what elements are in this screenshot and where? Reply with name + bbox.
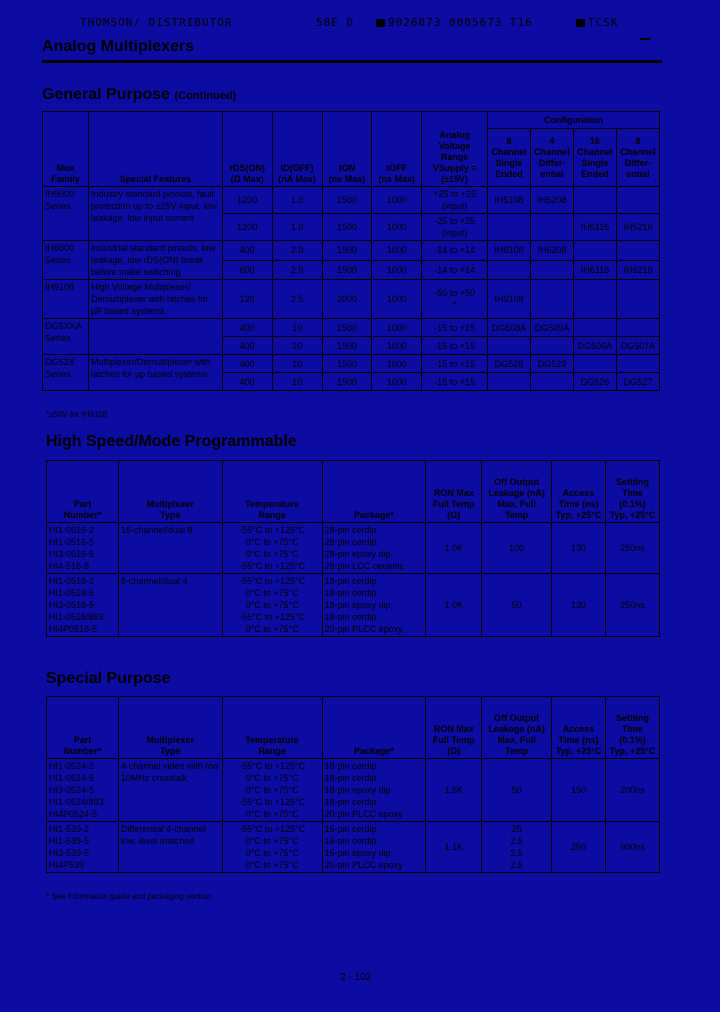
part-cell: HI1-0524-2 HI1-0524-5 HI3-0524-5 HI1-0524/883 HI4P0524-5 bbox=[47, 759, 119, 822]
vrange-cell: -15 to +15 bbox=[422, 373, 488, 391]
col-leakage: Off Output Leakage (nA) Max, Full Temp bbox=[482, 461, 552, 523]
part-cell: HI1-0518-2 HI1-0518-5 HI3-0518-5 HI1-0518/883 HI4P0518-5 bbox=[47, 574, 119, 637]
type-cell: Differential 4-channel low, level matched bbox=[118, 822, 222, 873]
ron-cell: 1.1K bbox=[426, 822, 482, 873]
col-part: Part Number* bbox=[47, 461, 119, 523]
col-settling: Settling Time (0.1%) Typ, +25°C bbox=[606, 461, 660, 523]
header-tag: TCSK bbox=[588, 16, 619, 29]
c1-cell bbox=[488, 337, 531, 355]
table-row bbox=[43, 355, 660, 373]
c3-cell: DG506A bbox=[573, 337, 616, 355]
c2-cell bbox=[530, 214, 573, 241]
features-cell: Industrial standard pinouts, low leakage, low rDS(ON) break before make switching bbox=[88, 241, 222, 280]
vrange-cell: -15 to +15 bbox=[422, 319, 488, 337]
vrange-cell: -25 to +25 (input) bbox=[422, 214, 488, 241]
id-cell: 2.0 bbox=[272, 260, 322, 280]
package-cell: 28-pin cerdip 28-pin cerdip 28-pin epoxy dip 28-pin LCC ceramic bbox=[322, 523, 426, 574]
ton-cell: 2000 bbox=[322, 280, 372, 319]
c4-cell bbox=[616, 241, 659, 261]
col-features: Special Features bbox=[88, 112, 222, 187]
vrange-cell: -14 to +14 bbox=[422, 260, 488, 280]
rds-cell: 400 bbox=[222, 241, 272, 261]
table-row bbox=[47, 759, 660, 822]
table-row bbox=[47, 523, 660, 574]
sp-footnote: * See Information guide and packaging section bbox=[46, 892, 212, 901]
family-cell: IH5000 Series bbox=[43, 187, 89, 241]
col-type: Multiplexer Type bbox=[118, 697, 222, 759]
c1-cell: DG528 bbox=[488, 355, 531, 373]
table-row bbox=[47, 574, 660, 637]
type-cell: 16-channel/dual 8 bbox=[118, 523, 222, 574]
high-speed-body bbox=[47, 523, 660, 637]
type-cell: 4-channel video with low 10MHz crosstalk bbox=[118, 759, 222, 822]
toff-cell: 1000 bbox=[372, 280, 422, 319]
rds-cell: 1200 bbox=[222, 187, 272, 214]
scan-header bbox=[80, 14, 720, 36]
c2-cell: IH5208 bbox=[530, 187, 573, 214]
c3-cell bbox=[573, 241, 616, 261]
toff-cell: 1000 bbox=[372, 260, 422, 280]
ron-cell: 1.5K bbox=[426, 759, 482, 822]
col-access: Access Time (ns) Typ, +25°C bbox=[552, 697, 606, 759]
general-purpose-body bbox=[43, 187, 660, 391]
c2-cell: DG529 bbox=[530, 355, 573, 373]
features-cell: Industry standard pinouts, fault protection up to ±25V input, low leakage, low input current bbox=[88, 187, 222, 241]
c4-cell bbox=[616, 355, 659, 373]
ron-cell: 1.0K bbox=[426, 523, 482, 574]
id-cell: 1.0 bbox=[272, 187, 322, 214]
temp-cell: -55°C to +125°C 0°C to +75°C 0°C to +75°C -55°C to +125°C 0°C to +75°C bbox=[222, 574, 322, 637]
c3-cell: IH5116 bbox=[573, 214, 616, 241]
family-cell: IH6000 Series bbox=[43, 241, 89, 280]
id-cell: 1.0 bbox=[272, 214, 322, 241]
c1-cell: IH6108 bbox=[488, 241, 531, 261]
c4-cell: IH5216 bbox=[616, 214, 659, 241]
c2-cell: DG509A bbox=[530, 319, 573, 337]
col-voltage-range: Analog Voltage Range VSupply = (±15V) bbox=[422, 112, 488, 187]
special-purpose-table bbox=[46, 696, 660, 873]
rds-cell: 600 bbox=[222, 260, 272, 280]
id-cell: 10 bbox=[272, 337, 322, 355]
section-special-purpose: Special Purpose bbox=[46, 670, 171, 687]
c2-cell bbox=[530, 373, 573, 391]
leakage-cell: 25 2.5 2.5 2.5 bbox=[482, 822, 552, 873]
vrange-cell: -15 to +15 bbox=[422, 355, 488, 373]
leakage-cell: 100 bbox=[482, 523, 552, 574]
rds-cell: 400 bbox=[222, 319, 272, 337]
family-cell: DG52X Series bbox=[43, 355, 89, 391]
id-cell: 10 bbox=[272, 373, 322, 391]
col-temp: Temperature Range bbox=[222, 461, 322, 523]
toff-cell: 1000 bbox=[372, 214, 422, 241]
header-dash bbox=[640, 38, 650, 40]
c2-cell: IH6208 bbox=[530, 241, 573, 261]
ton-cell: 1500 bbox=[322, 319, 372, 337]
leakage-cell: 50 bbox=[482, 759, 552, 822]
table-row bbox=[43, 280, 660, 319]
c4-cell bbox=[616, 319, 659, 337]
c3-cell: IH6116 bbox=[573, 260, 616, 280]
ton-cell: 1500 bbox=[322, 187, 372, 214]
c1-cell bbox=[488, 214, 531, 241]
c1-cell: DG508A bbox=[488, 319, 531, 337]
temp-cell: -55°C to +125°C 0°C to +75°C 0°C to +75°C -55°C to +125°C bbox=[222, 523, 322, 574]
c1-cell bbox=[488, 260, 531, 280]
col-type: Multiplexer Type bbox=[118, 461, 222, 523]
title-rule bbox=[42, 60, 662, 63]
gp-footnote: *±50V for IH9108 bbox=[46, 410, 108, 419]
table-row bbox=[47, 822, 660, 873]
vrange-cell: -15 to +15 bbox=[422, 337, 488, 355]
c2-cell bbox=[530, 280, 573, 319]
family-cell: IH9108 bbox=[43, 280, 89, 319]
rds-cell: 400 bbox=[222, 355, 272, 373]
col-16ch-single: 16 Channel Single Ended bbox=[573, 129, 616, 187]
part-cell: HI1-539-2 HI1-539-5 HI3-539-5 HI4P539 bbox=[47, 822, 119, 873]
high-speed-table bbox=[46, 460, 660, 637]
c1-cell: IH9108 bbox=[488, 280, 531, 319]
vrange-cell: -50 to +50 * bbox=[422, 280, 488, 319]
col-ton: tON (ns Max) bbox=[322, 112, 372, 187]
id-cell: 10 bbox=[272, 319, 322, 337]
col-package: Package* bbox=[322, 461, 426, 523]
c2-cell bbox=[530, 260, 573, 280]
ton-cell: 1500 bbox=[322, 260, 372, 280]
c1-cell bbox=[488, 373, 531, 391]
rds-cell: 120 bbox=[222, 280, 272, 319]
toff-cell: 1000 bbox=[372, 319, 422, 337]
header-barcode-number: 9026873 0005673 T16 bbox=[388, 16, 533, 29]
c3-cell: DG526 bbox=[573, 373, 616, 391]
col-configuration: Configuration bbox=[488, 112, 660, 129]
section-general-purpose bbox=[42, 86, 236, 104]
settling-cell: 900ns bbox=[606, 822, 660, 873]
ton-cell: 1500 bbox=[322, 373, 372, 391]
col-ron: RON Max Full Temp (Ω) bbox=[426, 461, 482, 523]
settling-cell: 250ns bbox=[606, 523, 660, 574]
package-cell: 18-pin cerdip 18-pin cerdip 18-pin epoxy dip 18-pin cerdip 20-pin PLCC epoxy bbox=[322, 759, 426, 822]
page-number: 2 - 102 bbox=[340, 972, 372, 983]
c3-cell bbox=[573, 319, 616, 337]
ton-cell: 1500 bbox=[322, 355, 372, 373]
c3-cell bbox=[573, 280, 616, 319]
id-cell: 2.0 bbox=[272, 241, 322, 261]
part-cell: HI1-0516-2 HI1-0516-5 HI3-0516-5 HI4-516-8 bbox=[47, 523, 119, 574]
features-cell: High Voltage Multiplexer/ Demultiplexer with latches for µP based systems bbox=[88, 280, 222, 319]
ton-cell: 1500 bbox=[322, 214, 372, 241]
features-cell: Multiplexer/Demultiplexer with latches for µp based systems bbox=[88, 355, 222, 391]
col-family: Mux Family bbox=[43, 112, 89, 187]
section-subtitle: (Continued) bbox=[174, 90, 237, 102]
c4-cell: DG527 bbox=[616, 373, 659, 391]
type-cell: 8-channel/dual 4 bbox=[118, 574, 222, 637]
rds-cell: 400 bbox=[222, 373, 272, 391]
c4-cell bbox=[616, 280, 659, 319]
access-cell: 130 bbox=[552, 523, 606, 574]
toff-cell: 1000 bbox=[372, 241, 422, 261]
section-high-speed: High Speed/Mode Programmable bbox=[46, 433, 297, 450]
rds-cell: 1200 bbox=[222, 214, 272, 241]
id-cell: 2.5 bbox=[272, 280, 322, 319]
distributor-label: THOMSON/ DISTRIBUTOR bbox=[80, 16, 233, 29]
col-4ch-diff: 4 Channel Differ- ential bbox=[530, 129, 573, 187]
family-cell: DG5XXA Series bbox=[43, 319, 89, 355]
col-id: ID(OFF) (nA Max) bbox=[272, 112, 322, 187]
vrange-cell: -14 to +14 bbox=[422, 241, 488, 261]
temp-cell: -55°C to +125°C 0°C to +75°C 0°C to +75°C 0°C to +75°C bbox=[222, 822, 322, 873]
id-cell: 10 bbox=[272, 355, 322, 373]
ton-cell: 1500 bbox=[322, 241, 372, 261]
c2-cell bbox=[530, 337, 573, 355]
page-title: Analog Multiplexers bbox=[42, 38, 195, 55]
package-cell: 16-pin cerdip 16-pin cerdip 16-pin epoxy dip 20-pin PLCC epoxy bbox=[322, 822, 426, 873]
col-ron: RON Max Full Temp (Ω) bbox=[426, 697, 482, 759]
table-row bbox=[43, 241, 660, 261]
ton-cell: 1500 bbox=[322, 337, 372, 355]
table-row bbox=[43, 319, 660, 337]
col-part: Part Number* bbox=[47, 697, 119, 759]
col-settling: Settling Time (0.1%) Typ, +25°C bbox=[606, 697, 660, 759]
c1-cell: IH5108 bbox=[488, 187, 531, 214]
access-cell: 150 bbox=[552, 759, 606, 822]
col-8ch-single: 8 Channel Single Ended bbox=[488, 129, 531, 187]
package-cell: 18-pin cerdip 18-pin cerdip 18-pin epoxy dip 18-pin cerdip 20-pin PLCC epoxy bbox=[322, 574, 426, 637]
features-cell bbox=[88, 319, 222, 355]
settling-cell: 200ns bbox=[606, 759, 660, 822]
access-cell: 250 bbox=[552, 822, 606, 873]
special-purpose-body bbox=[47, 759, 660, 873]
toff-cell: 1000 bbox=[372, 187, 422, 214]
section-title: General Purpose bbox=[42, 86, 171, 103]
c4-cell bbox=[616, 187, 659, 214]
col-toff: tOFF (ns Max) bbox=[372, 112, 422, 187]
temp-cell: -55°C to +125°C 0°C to +75°C 0°C to +75°C -55°C to +125°C 0°C to +75°C bbox=[222, 759, 322, 822]
black-block-icon bbox=[376, 19, 385, 27]
toff-cell: 1000 bbox=[372, 355, 422, 373]
black-block-icon bbox=[576, 19, 585, 27]
c3-cell bbox=[573, 187, 616, 214]
c4-cell: DG507A bbox=[616, 337, 659, 355]
settling-cell: 250ns bbox=[606, 574, 660, 637]
leakage-cell: 50 bbox=[482, 574, 552, 637]
col-temp: Temperature Range bbox=[222, 697, 322, 759]
ron-cell: 1.0K bbox=[426, 574, 482, 637]
col-rds: rDS(ON) (Ω Max) bbox=[222, 112, 272, 187]
access-cell: 130 bbox=[552, 574, 606, 637]
col-package: Package* bbox=[322, 697, 426, 759]
general-purpose-table bbox=[42, 111, 660, 391]
c4-cell: IH6216 bbox=[616, 260, 659, 280]
col-leakage: Off Output Leakage (nA) Max, Full Temp bbox=[482, 697, 552, 759]
c3-cell bbox=[573, 355, 616, 373]
toff-cell: 1000 bbox=[372, 337, 422, 355]
vrange-cell: +25 to +25 (input) bbox=[422, 187, 488, 214]
col-8ch-diff: 8 Channel Differ- ential bbox=[616, 129, 659, 187]
toff-cell: 1000 bbox=[372, 373, 422, 391]
col-access: Access Time (ns) Typ, +25°C bbox=[552, 461, 606, 523]
rds-cell: 400 bbox=[222, 337, 272, 355]
table-row bbox=[43, 187, 660, 214]
header-code: 58E D bbox=[316, 16, 355, 29]
